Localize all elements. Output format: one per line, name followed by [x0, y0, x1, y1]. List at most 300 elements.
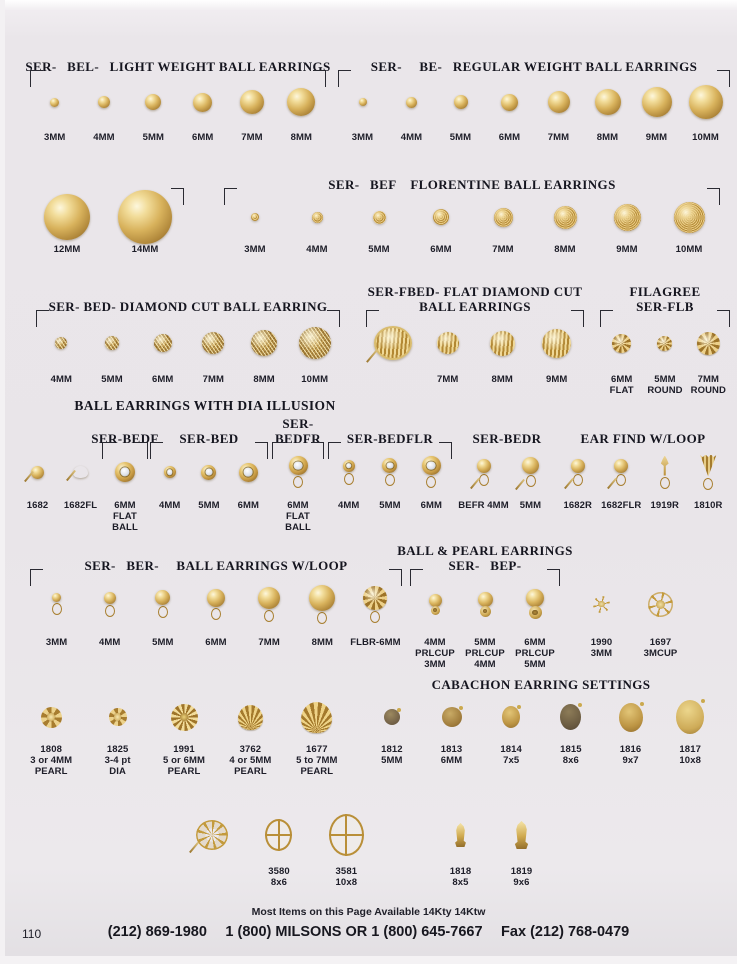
- items-row: [36, 314, 340, 385]
- scan-margin-bottom: [0, 956, 737, 964]
- catalog-item: [632, 74, 681, 143]
- item-label: [198, 500, 219, 511]
- glyph-slot: [478, 573, 493, 635]
- glyph-slot: [258, 573, 280, 635]
- ball-loop-icon: [258, 587, 280, 622]
- page-number: 110: [22, 927, 42, 941]
- item-label-line: 5MM: [152, 637, 174, 648]
- right-bracket-mark: [547, 569, 560, 586]
- item-label-line: 5 or 6MM: [163, 755, 205, 766]
- right-bracket-mark: [389, 569, 402, 586]
- item-label-line: 4MM: [306, 244, 328, 255]
- wire-loop-icon: [573, 474, 583, 486]
- item-label-line: 3MM: [43, 132, 66, 143]
- catalog-item: [129, 74, 178, 143]
- item-label-line: 1682FL: [63, 500, 98, 511]
- item-label-line: 1682R: [563, 500, 592, 511]
- catalog-item: [472, 192, 534, 255]
- catalog-item: [410, 573, 460, 670]
- item-label-line: ROUND: [647, 385, 683, 396]
- ball-side-loop-icon: [571, 459, 585, 486]
- group-title-line: SER- BED- DIAMOND CUT BALL EARRING: [48, 299, 328, 314]
- items-row: [30, 74, 326, 143]
- filigree-ball-icon: [612, 334, 631, 353]
- item-label-line: 5MM: [368, 244, 390, 255]
- item-label: [591, 637, 613, 659]
- gold-ball-side-icon: [31, 466, 44, 479]
- product-group: [150, 412, 268, 511]
- gold-ball-icon: [642, 87, 672, 117]
- items-row: [556, 446, 730, 511]
- cab-oval-light-setting-icon: [676, 700, 704, 734]
- catalog-item: [596, 192, 658, 255]
- item-label: [352, 132, 373, 143]
- phone-numbers: (212) 869-1980 1 (800) MILSONS OR 1 (800) 645-7667 Fax (212) 768-0479: [107, 924, 630, 940]
- product-group: [600, 282, 730, 396]
- items-row: [224, 192, 720, 255]
- item-label-line: ROUND: [690, 385, 726, 396]
- item-label: [238, 500, 259, 511]
- section-title: BALL EARRINGS WITH DIA ILLUSION: [74, 398, 336, 413]
- items-row: [178, 806, 380, 888]
- items-row: [328, 446, 452, 511]
- item-label: [548, 132, 569, 143]
- item-label-line: 1818: [449, 866, 472, 877]
- ball-loop-icon: [309, 585, 335, 624]
- item-label: [646, 132, 667, 143]
- group-title: [328, 412, 452, 446]
- item-label: [679, 744, 701, 766]
- illusion-flat-ball-icon: [115, 462, 135, 482]
- florentine-ball-icon: [494, 208, 513, 227]
- wire-star-icon: [593, 596, 610, 613]
- item-label-line: 6MM: [524, 637, 546, 648]
- catalog-item: [28, 192, 106, 255]
- items-row: [600, 314, 730, 396]
- item-label-line: 3580: [268, 866, 290, 877]
- glyph-slot: [437, 314, 459, 372]
- group-title: [600, 282, 730, 314]
- item-label: [93, 132, 114, 143]
- item-label-line: 1990: [590, 637, 613, 648]
- catalog-item: [102, 446, 148, 533]
- item-label: [244, 244, 265, 255]
- item-label: [450, 866, 472, 888]
- catalog-item: [362, 692, 422, 766]
- diamond-cut-ball-icon: [154, 334, 172, 352]
- illusion-ball-loop-icon: [289, 456, 308, 488]
- pearl-cup-icon: [431, 606, 440, 615]
- glyph-slot: [542, 314, 571, 372]
- catalog-item: [151, 692, 217, 777]
- wire-loop-icon: [105, 605, 115, 617]
- group-title: [30, 545, 402, 573]
- glyph-slot: [55, 314, 67, 372]
- item-label-line: 3762: [239, 744, 262, 755]
- item-label-line: 3581: [335, 866, 358, 877]
- glyph-slot: [207, 573, 225, 635]
- left-bracket-mark: [102, 442, 115, 459]
- item-label-line: 6MM: [610, 374, 633, 385]
- glyph-slot: [429, 573, 442, 635]
- group-title-line: SER- BEP-: [448, 558, 522, 573]
- item-label: [564, 500, 593, 511]
- glyph-slot: [490, 314, 515, 372]
- item-label-line: 8x5: [452, 877, 469, 888]
- illusion-ball-icon: [239, 463, 258, 482]
- cab-round-setting-icon: [442, 707, 462, 727]
- shell-setting-icon: [238, 705, 263, 730]
- group-title: [272, 412, 324, 446]
- catalog-item: [178, 806, 245, 866]
- catalog-item: [189, 573, 242, 648]
- scallop-shell-setting-icon: [301, 702, 332, 733]
- glyph-slot: [52, 573, 62, 635]
- item-label: [350, 637, 400, 648]
- glyph-slot: [593, 573, 610, 635]
- item-label-line: 1812: [381, 744, 403, 755]
- item-label: [229, 744, 271, 777]
- item-label-line: 6MM: [191, 132, 214, 143]
- item-label-line: 4MM: [99, 637, 121, 648]
- item-label: [30, 744, 72, 777]
- item-label: [492, 374, 513, 385]
- item-label-line: FLAT: [609, 385, 634, 396]
- illusion-ball-loop-icon: [422, 456, 441, 488]
- group-title: [397, 543, 573, 573]
- item-label-line: FLAT: [113, 511, 137, 522]
- glyph-slot: [312, 192, 323, 242]
- group-title-line: SER-BEDF: [91, 431, 159, 446]
- item-label: [258, 637, 279, 648]
- group-title-line: FILAGREE: [629, 284, 701, 299]
- item-label-line: 4MM: [50, 374, 73, 385]
- item-label-line: 8MM: [491, 374, 513, 385]
- wire-loop-icon: [426, 476, 436, 488]
- wire-loop-icon: [479, 474, 489, 486]
- catalog-item: [660, 692, 720, 766]
- product-group: [18, 668, 350, 777]
- item-label-line: 10MM: [301, 374, 329, 385]
- flat-ball-side-icon: [73, 466, 88, 478]
- product-group: [328, 412, 452, 511]
- group-title: [16, 412, 102, 446]
- catalog-item: [631, 573, 690, 659]
- item-label: [253, 374, 274, 385]
- catalog-item: [410, 192, 472, 255]
- item-label-line: 3-4 pt: [104, 755, 131, 766]
- item-label-line: 3MM: [351, 132, 374, 143]
- product-group: [36, 282, 340, 385]
- group-title: [362, 668, 720, 692]
- item-label-line: 1682FLR: [601, 500, 642, 511]
- item-label-line: FLAT: [286, 511, 310, 522]
- group-title-line: SER-BEDR: [472, 431, 542, 446]
- group-title: [18, 668, 350, 692]
- glyph-slot: [118, 192, 172, 242]
- item-label-line: 10x8: [335, 877, 358, 888]
- earring-post-icon: [564, 477, 574, 488]
- catalog-item: [643, 314, 686, 396]
- gold-ball-icon: [98, 96, 110, 108]
- glyph-slot: [676, 692, 704, 742]
- item-label: [616, 244, 637, 255]
- item-label: [437, 374, 458, 385]
- catalog-item: [313, 806, 380, 888]
- left-bracket-mark: [366, 310, 379, 327]
- catalog-item: [286, 192, 348, 255]
- item-label: [401, 132, 422, 143]
- glyph-slot: [452, 806, 470, 864]
- item-label-line: 6MM: [420, 500, 443, 511]
- item-label-line: 8x6: [270, 877, 288, 888]
- cage-setting-icon: [265, 819, 292, 851]
- filigree-clip-icon: [196, 820, 228, 850]
- glyph-slot: [265, 806, 292, 864]
- item-label: [500, 744, 522, 766]
- product-group: [25, 44, 331, 143]
- item-label-line: 7MM: [202, 374, 225, 385]
- item-label-line: 5MM: [519, 500, 542, 511]
- glyph-slot: [560, 692, 581, 742]
- item-label-line: 4 or 5MM: [229, 755, 272, 766]
- item-label-line: 4MM: [337, 500, 360, 511]
- wire-loop-icon: [317, 612, 327, 624]
- catalog-item: [227, 74, 276, 143]
- item-label: [676, 244, 703, 255]
- item-label: [554, 244, 575, 255]
- filigree-ball-icon: [697, 332, 720, 355]
- left-bracket-mark: [30, 569, 43, 586]
- product-group: [397, 543, 573, 670]
- item-label: [46, 637, 67, 648]
- flower-burst-setting-icon: [171, 704, 198, 731]
- catalog-item: [600, 446, 644, 511]
- item-label-line: 4MM: [158, 500, 181, 511]
- catalog-item: [687, 446, 731, 511]
- glyph-slot: [105, 314, 119, 372]
- item-label-line: 10MM: [692, 132, 719, 143]
- glyph-slot: [309, 573, 335, 635]
- item-label-line: 6MM: [287, 500, 309, 511]
- glyph-slot: [98, 74, 110, 130]
- gold-ball-icon: [501, 94, 518, 111]
- group-title: [36, 282, 340, 314]
- item-label-line: DIA: [109, 766, 126, 777]
- glyph-slot: [502, 692, 520, 742]
- item-label-line: 3 or 4MM: [30, 755, 73, 766]
- catalog-item: [136, 573, 189, 648]
- item-label-line: 4MM: [93, 132, 115, 143]
- left-bracket-mark: [410, 569, 423, 586]
- catalog-item: [460, 573, 510, 670]
- ball-loop-icon: [52, 593, 62, 615]
- illusion-ball-loop-icon: [382, 458, 397, 486]
- item-label: [338, 500, 359, 511]
- ball-side-loop-icon: [477, 459, 491, 486]
- catalog-item: [491, 806, 552, 888]
- glyph-slot: [657, 314, 672, 372]
- item-label: [163, 744, 205, 777]
- group-title-line: SER-BED: [179, 431, 239, 446]
- wire-loop-icon: [344, 473, 354, 485]
- item-label-line: 10x8: [679, 755, 701, 766]
- item-label-line: 1919R: [650, 500, 679, 511]
- ball-pearl-cup-icon: [429, 594, 442, 615]
- catalog-item: [541, 692, 601, 766]
- catalog-item: [348, 192, 410, 255]
- item-label-line: 8MM: [290, 132, 313, 143]
- wire-star-cup-icon: [648, 592, 673, 617]
- item-label-line: 5MM: [101, 374, 123, 385]
- flower-setting-icon: [41, 707, 62, 728]
- item-label: [499, 132, 520, 143]
- items-row: [30, 573, 402, 648]
- left-bracket-mark: [30, 70, 43, 87]
- item-label-line: 7MM: [258, 637, 280, 648]
- item-label: [515, 637, 555, 670]
- right-bracket-mark: [171, 188, 184, 205]
- glyph-slot: [700, 446, 717, 498]
- item-label: [415, 637, 455, 670]
- glyph-slot: [554, 192, 577, 242]
- right-bracket-mark: [571, 310, 584, 327]
- group-title: [28, 172, 184, 192]
- glyph-slot: [251, 314, 277, 372]
- item-label-line: 7MM: [437, 374, 459, 385]
- catalog-item: [243, 573, 296, 648]
- item-label-line: BEFR 4MM: [458, 500, 509, 511]
- gold-ball-icon: [118, 190, 172, 244]
- item-label-line: 1813: [440, 744, 463, 755]
- item-label: [610, 374, 634, 396]
- group-title-line: SER-: [282, 416, 314, 431]
- item-label-line: 7MM: [547, 132, 570, 143]
- item-label-line: 5 to 7MM: [296, 755, 338, 766]
- florentine-ball-icon: [433, 209, 449, 225]
- prong-basket-setting-icon: [452, 823, 470, 847]
- item-label-line: 1815: [560, 744, 582, 755]
- item-label-line: 3MM: [590, 648, 613, 659]
- items-row: [430, 806, 552, 888]
- glyph-slot: [494, 192, 513, 242]
- right-bracket-mark: [439, 442, 452, 459]
- catalog-item: [507, 446, 554, 511]
- item-label: [291, 132, 312, 143]
- item-label-line: 1819: [510, 866, 533, 877]
- items-row: [18, 692, 350, 777]
- glyph-slot: [374, 314, 412, 372]
- gold-ball-icon: [44, 194, 90, 240]
- glyph-slot: [104, 573, 116, 635]
- gold-ball-icon: [406, 97, 417, 108]
- catalog-item: [460, 446, 507, 511]
- gold-ball-icon: [193, 93, 212, 112]
- group-title-line: SER-FLB: [636, 299, 694, 314]
- diamond-cut-ball-icon: [202, 332, 224, 354]
- item-label-line: PEARL: [34, 766, 68, 777]
- item-label: [241, 132, 262, 143]
- item-label: [152, 374, 173, 385]
- item-label: [520, 500, 541, 511]
- gold-ball-icon: [548, 91, 570, 113]
- item-label: [647, 374, 682, 396]
- item-label: [458, 500, 508, 511]
- item-label: [691, 374, 726, 396]
- items-row: [272, 446, 324, 533]
- item-label: [285, 500, 311, 533]
- catalog-item: [178, 74, 227, 143]
- item-label-line: PRLCUP: [515, 648, 555, 659]
- item-label-line: BALL: [285, 522, 311, 533]
- item-label-line: 5MM: [474, 637, 496, 648]
- earring-post-icon: [189, 842, 199, 853]
- prong-basket-setting-icon: [511, 821, 533, 849]
- item-label-line: 8MM: [253, 374, 275, 385]
- left-bracket-mark: [272, 442, 285, 459]
- catalog-item: [189, 446, 228, 511]
- item-label-line: 5MM: [381, 755, 403, 766]
- glyph-slot: [31, 446, 44, 498]
- glyph-slot: [287, 74, 315, 130]
- item-label: [105, 744, 131, 777]
- ball-side-loop-icon: [522, 457, 539, 487]
- glyph-slot: [614, 192, 641, 242]
- illusion-ball-loop-icon: [343, 460, 355, 485]
- glyph-slot: [359, 74, 367, 130]
- item-label-line: 9x6: [513, 877, 530, 888]
- glyph-slot: [674, 192, 705, 242]
- glyph-slot: [642, 74, 672, 130]
- item-label-line: 10MM: [675, 244, 703, 255]
- ball-pearl-cup-icon: [478, 592, 493, 617]
- group-title-line: SER- BER- BALL EARRINGS W/LOOP: [84, 558, 348, 573]
- items-row: [338, 74, 730, 143]
- group-title-line: BALL EARRINGS: [419, 299, 531, 314]
- item-label: [450, 132, 471, 143]
- group-title-line: SER- BE- REGULAR WEIGHT BALL EARRINGS: [370, 59, 698, 74]
- product-group: [430, 796, 552, 888]
- glyph-slot: [41, 692, 62, 742]
- glyph-slot: [115, 446, 135, 498]
- item-label-line: BALL: [112, 522, 138, 533]
- tulip-loop-icon: [658, 456, 671, 489]
- item-label-line: 1814: [500, 744, 522, 755]
- item-label: [192, 132, 213, 143]
- glyph-slot: [384, 692, 400, 742]
- ball-side-loop-icon: [614, 459, 628, 486]
- catalog-item: [422, 692, 482, 766]
- item-label: [651, 500, 680, 511]
- glyph-slot: [289, 446, 308, 498]
- glyph-slot: [406, 74, 417, 130]
- item-label-line: 3MM: [45, 637, 68, 648]
- item-label-line: 7MM: [697, 374, 720, 385]
- glyph-slot: [145, 74, 161, 130]
- items-row: [362, 692, 720, 766]
- flat-diamond-cut-ball-icon: [490, 331, 515, 356]
- glyph-slot: [343, 446, 355, 498]
- item-label-line: FLBR-6MM: [350, 637, 401, 648]
- flat-diamond-cut-ball-icon: [437, 332, 459, 354]
- item-label: [306, 244, 327, 255]
- product-group: [362, 668, 720, 766]
- item-label-line: 9MM: [616, 244, 638, 255]
- left-bracket-mark: [224, 188, 237, 205]
- item-label-line: 1682: [26, 500, 49, 511]
- group-title-line: SER-BEDFLR: [346, 431, 434, 446]
- item-label-line: 4MM: [474, 659, 496, 670]
